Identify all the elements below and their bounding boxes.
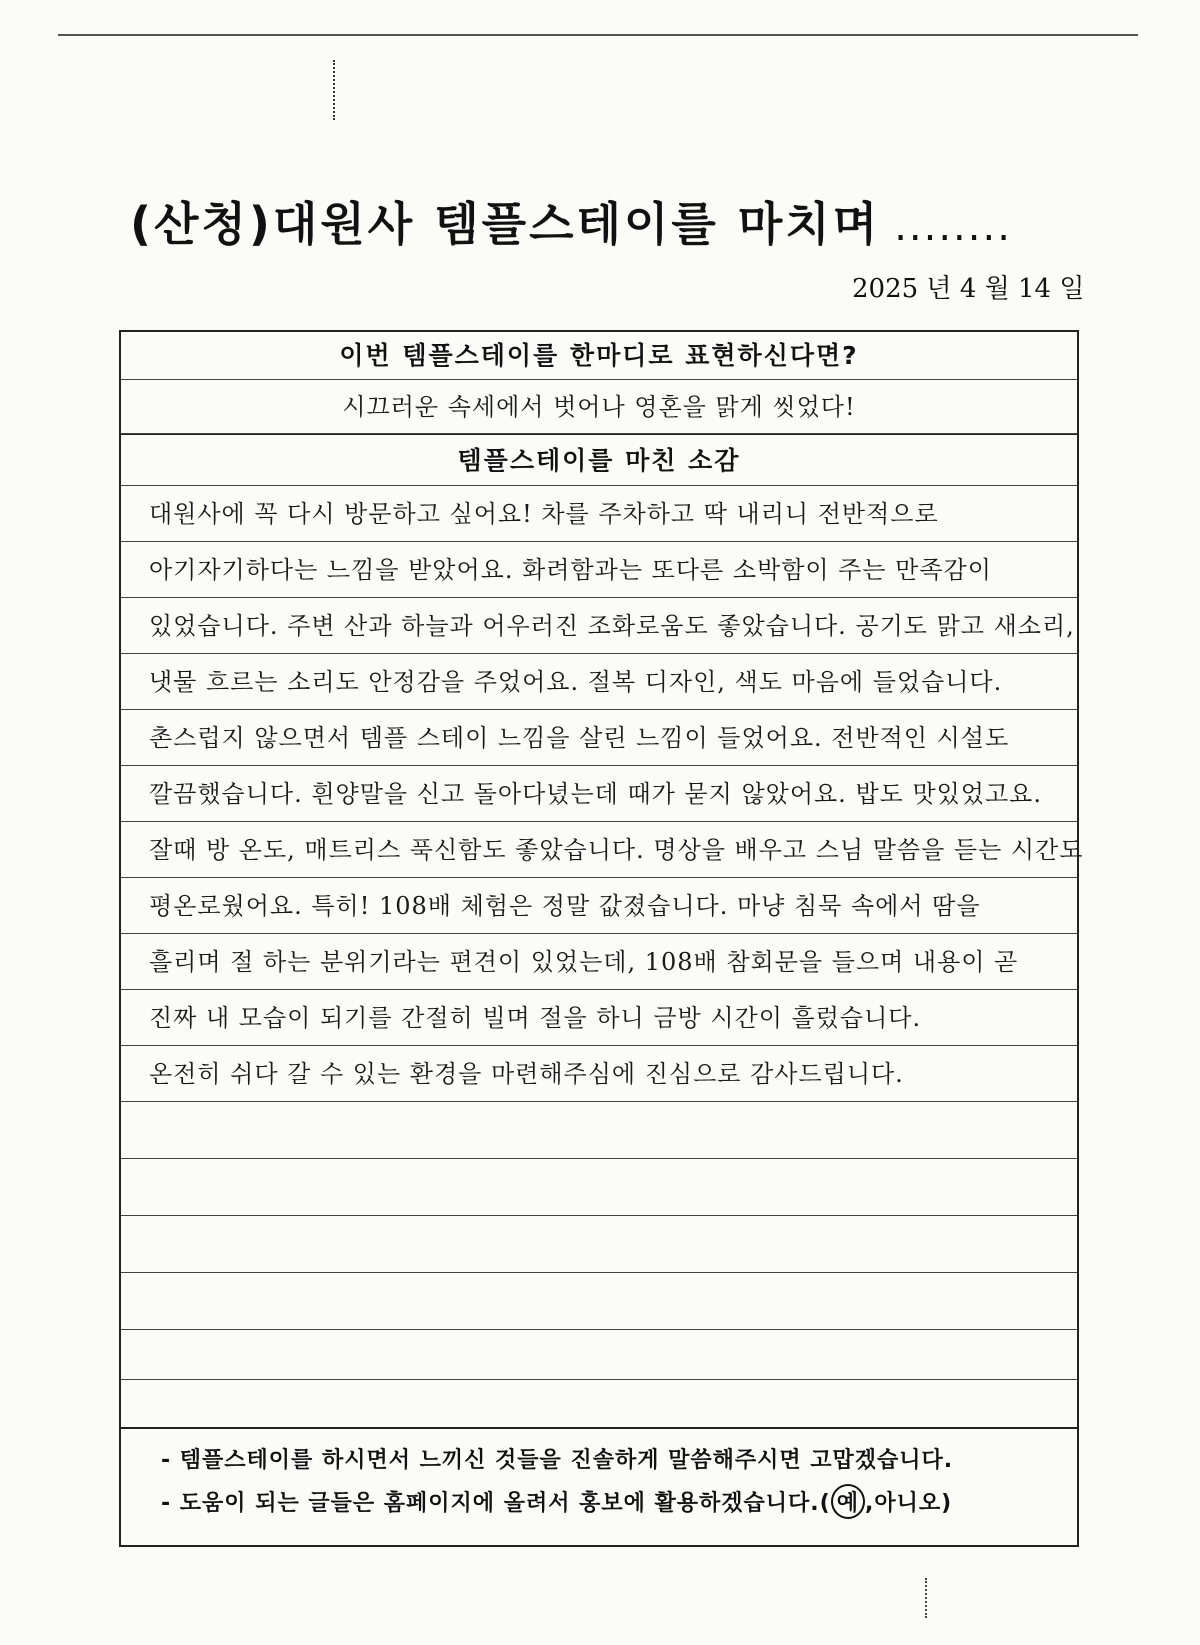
footer-note-2-text: - 도움이 되는 글들은 홈페이지에 올려서 홍보에 활용하겠습니다.( <box>161 1491 831 1516</box>
scan-top-border <box>58 34 1138 36</box>
impression-line: 깔끔했습니다. 흰양말을 신고 돌아다녔는데 때가 묻지 않았어요. 밥도 맛있었고요. <box>121 766 1077 822</box>
question-heading-2: 템플스테이를 마친 소감 <box>121 434 1077 486</box>
question-heading-1: 이번 템플스테이를 한마디로 표현하신다면? <box>121 332 1077 380</box>
impression-line: 온전히 쉬다 갈 수 있는 환경을 마련해주심에 진심으로 감사드립니다. <box>121 1046 1077 1102</box>
feedback-form <box>119 330 1084 1547</box>
empty-line <box>121 1216 1077 1273</box>
impression-line: 평온로웠어요. 특히! 108배 체험은 정말 값졌습니다. 마냥 침묵 속에서 땀을 <box>121 878 1077 934</box>
empty-line <box>121 1330 1077 1380</box>
empty-line <box>121 1273 1077 1330</box>
impression-line: 흘리며 절 하는 분위기라는 편견이 있었는데, 108배 참회문을 들으며 내용이 곧 <box>121 934 1077 990</box>
impression-line: 냇물 흐르는 소리도 안정감을 주었어요. 절복 디자인, 색도 마음에 들었습니다. <box>121 654 1077 710</box>
impression-line: 잘때 방 온도, 매트리스 푹신함도 좋았습니다. 명상을 배우고 스님 말씀을 듣는 시간도 <box>121 822 1077 878</box>
empty-line <box>121 1102 1077 1159</box>
impression-line: 대원사에 꼭 다시 방문하고 싶어요! 차를 주차하고 딱 내리니 전반적으로 <box>121 486 1077 542</box>
footer-note-2 <box>161 1484 1077 1519</box>
footer-note-1: - 템플스테이를 하시면서 느끼신 것들을 진솔하게 말씀해주시면 고맙겠습니다. <box>161 1448 954 1473</box>
answer-line-1: 시끄러운 속세에서 벗어나 영혼을 맑게 씻었다! <box>121 380 1077 434</box>
impression-line: 아기자기하다는 느낌을 받았어요. 화려함과는 또다른 소박함이 주는 만족감이 <box>121 542 1077 598</box>
impression-line: 촌스럽지 않으면서 템플 스테이 느낌을 살린 느낌이 들었어요. 전반적인 시설도 <box>121 710 1077 766</box>
form-footer <box>121 1427 1077 1545</box>
empty-line <box>121 1159 1077 1216</box>
footer-yes-option: 예 <box>831 1484 865 1519</box>
scan-speck-marks-bottom <box>925 1578 929 1618</box>
date-text: 2025 년 4 월 14 일 <box>852 274 1085 304</box>
impression-line: 진짜 내 모습이 되기를 간절히 빌며 절을 하니 금방 시간이 흘렀습니다. <box>121 990 1077 1046</box>
footer-no-option: ,아니오) <box>864 1491 953 1516</box>
impression-line: 있었습니다. 주변 산과 하늘과 어우러진 조화로움도 좋았습니다. 공기도 맑고 새소리, <box>121 598 1077 654</box>
page-title <box>130 188 1012 254</box>
scan-speck-marks <box>333 60 339 120</box>
title-text: (산청)대원사 템플스테이를 마치며 <box>130 197 881 251</box>
title-dots: ........ <box>894 204 1012 250</box>
